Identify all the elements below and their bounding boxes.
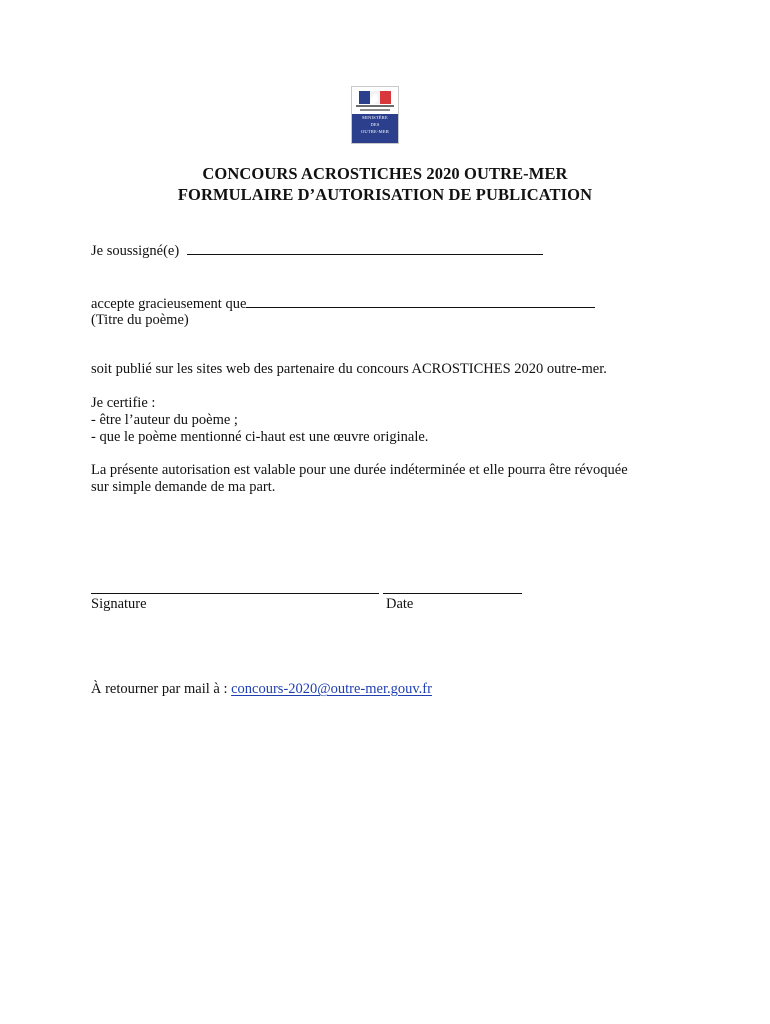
certifie-intro: Je certifie :	[91, 395, 156, 411]
signature-label: Signature	[91, 596, 147, 612]
logo-ministry-block	[352, 114, 398, 143]
certifie-item-author: - être l’auteur du poème ;	[91, 412, 238, 428]
accepte-label: accepte gracieusement que	[91, 296, 247, 312]
return-instructions	[91, 681, 432, 698]
logo-line-3: OUTRE-MER	[360, 129, 390, 134]
accepte-row	[91, 295, 595, 313]
document-title: CONCOURS ACROSTICHES 2020 OUTRE-MER	[202, 164, 568, 183]
date-field[interactable]	[383, 593, 522, 594]
poem-title-field[interactable]	[246, 295, 595, 308]
publication-statement: soit publié sur les sites web des partenaire du concours ACROSTICHES 2020 outre-mer.	[91, 361, 607, 377]
logo-line-2: DES	[370, 122, 380, 127]
autorisation-line-2: sur simple demande de ma part.	[91, 479, 276, 495]
autorisation-line-1: La présente autorisation est valable pour une durée indéterminée et elle pourra être révoquée	[91, 462, 628, 478]
ministry-logo	[351, 86, 399, 144]
soussigne-row	[91, 242, 543, 260]
logo-motto-mark	[356, 105, 394, 107]
soussigne-name-field[interactable]	[187, 242, 543, 255]
signature-field[interactable]	[91, 593, 379, 594]
date-label: Date	[386, 596, 414, 612]
logo-republic-mark	[360, 109, 390, 111]
logo-flag-area	[352, 87, 398, 114]
logo-line-1: MINISTÈRE	[362, 115, 388, 120]
marianne-icon	[367, 92, 381, 104]
soussigne-label: Je soussigné(e)	[91, 243, 180, 259]
return-email-link[interactable]: concours-2020@outre-mer.gouv.fr	[231, 681, 432, 697]
titre-hint: (Titre du poème)	[91, 312, 189, 328]
return-label: À retourner par mail à :	[91, 681, 232, 697]
document-subtitle: FORMULAIRE D’AUTORISATION DE PUBLICATION	[177, 185, 593, 204]
certifie-item-original: - que le poème mentionné ci-haut est une œuvre originale.	[91, 429, 429, 445]
